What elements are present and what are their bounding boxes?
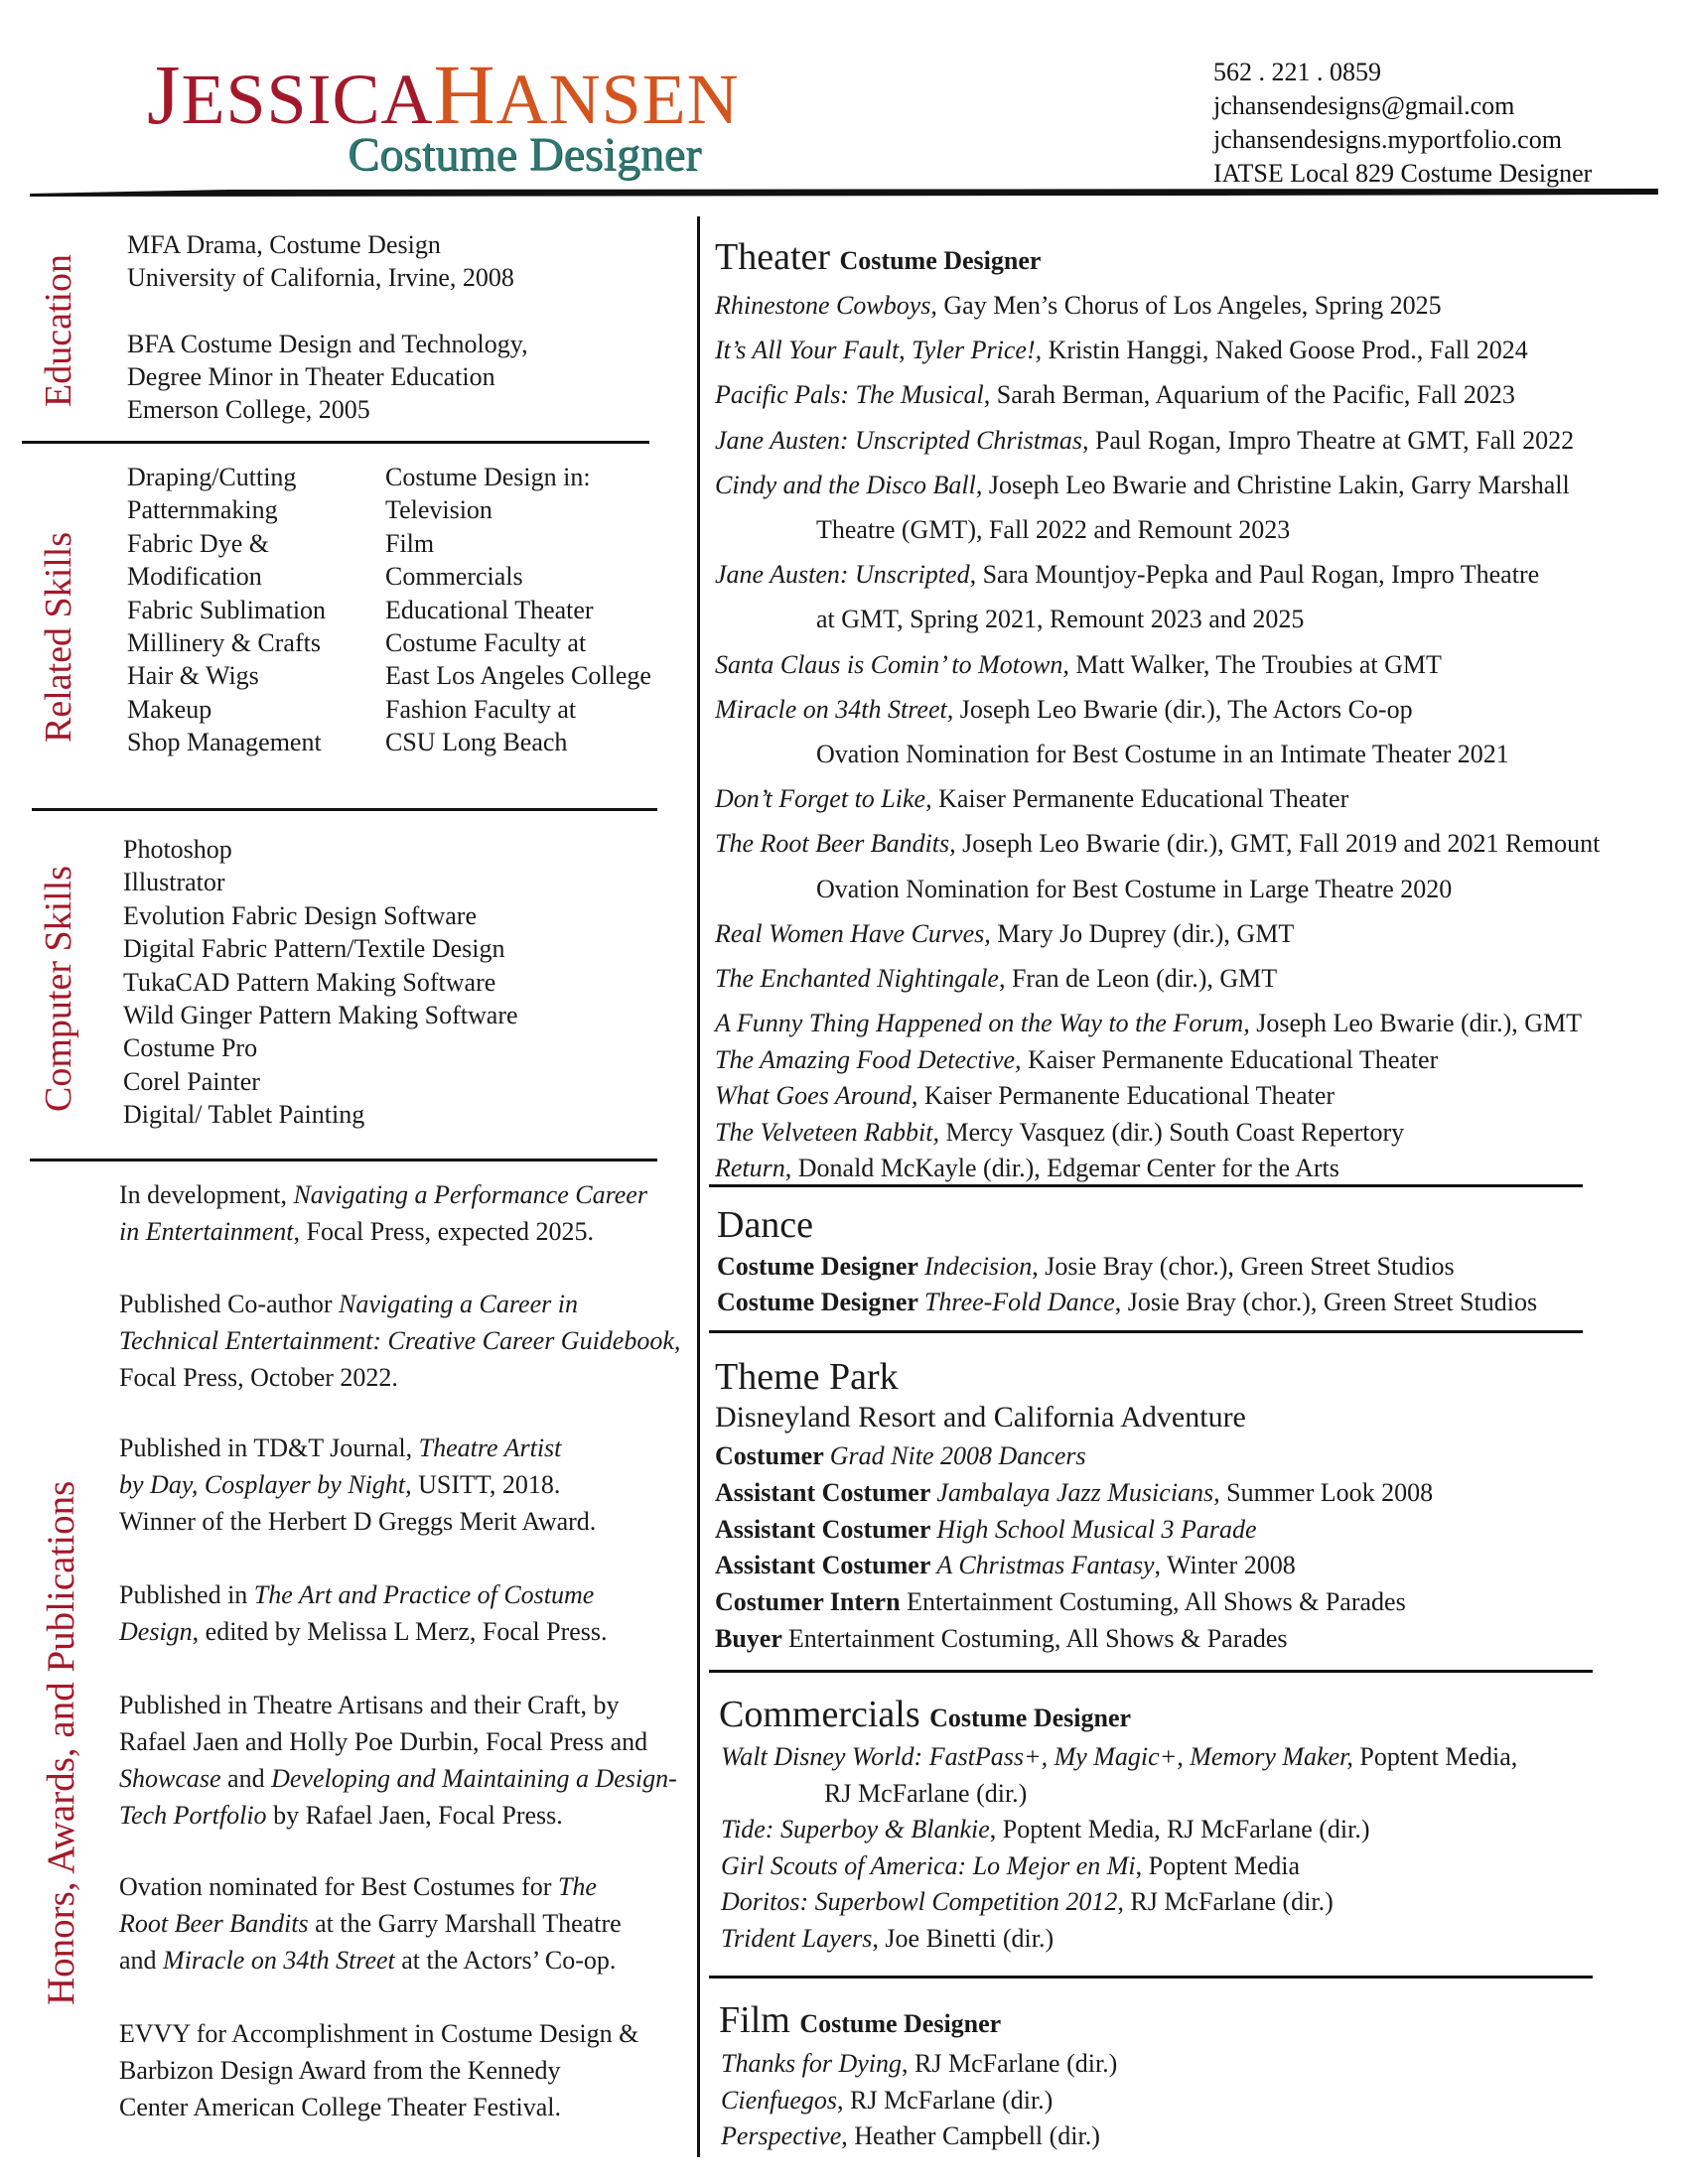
skill-item: Fabric Sublimation [127,595,327,624]
credit-line [715,783,1348,814]
credit-line [816,514,1290,545]
credit-line [721,1850,1300,1881]
credit-line [715,1514,1257,1545]
computer-skill: Evolution Fabric Design Software [123,900,477,930]
credit-title: Trident Layers [721,1923,873,1953]
skill-item: Millinery & Crafts [127,628,321,658]
credit-line [715,918,1294,949]
credit-detail: Kristin Hanggi, Naked Goose Prod., Fall 2024 [1042,336,1528,365]
credit-line [715,1586,1406,1617]
credit-line [721,2085,1053,2116]
skill-item: Patternmaking [127,495,278,525]
credit-title: High School Musical 3 Parade [936,1514,1257,1544]
skill-item: Commercials [385,562,523,592]
theme-park-subheading: Disneyland Resort and California Adventure [715,1401,1246,1433]
credit-line [715,1008,1582,1038]
credit-detail: Joseph Leo Bwarie and Christine Lakin, Garry Marshall [982,470,1570,499]
credit-title: Thanks for Dying [721,2049,902,2078]
credit-role: Costume Designer [717,1252,924,1281]
credit-title: Jane Austen: Unscripted, [715,560,977,590]
honor-line: Root Beer Bandits at the Garry Marshall Theatre [119,1909,622,1938]
credit-detail: Sara Mountjoy-Pepka and Paul Rogan, Impro Theatre [976,560,1540,590]
credit-detail: , Poptent Media, RJ McFarlane (dir.) [989,1815,1370,1843]
section-label-computer-skills: Computer Skills [38,865,79,1112]
credit-title: Jane Austen: Unscripted Christmas, [715,425,1089,455]
honor-line: In development, Navigating a Performance Career [119,1180,647,1209]
skill-item: Television [385,495,492,525]
credit-title: Miracle on 34th Street, [715,694,954,724]
credit-title: Girl Scouts of America: Lo Mejor en Mi [721,1850,1136,1880]
credit-line [721,1814,1370,1844]
divider [709,1976,1593,1979]
credit-title: Three-Fold Dance [923,1288,1115,1316]
credit-role: Costumer Intern [715,1587,908,1617]
credit-line [715,425,1574,456]
section-heading-film: Film Costume Designer [719,1999,1002,2041]
section-label-related-skills: Related Skills [38,531,79,743]
computer-skill: Costume Pro [123,1033,258,1063]
credit-title: Jambalaya Jazz Musicians, [936,1477,1220,1507]
honor-line: Design, edited by Melissa L Merz, Focal Press. [119,1617,608,1646]
section-label-education: Education [38,253,79,407]
credit-detail: Gay Men’s Chorus of Los Angeles, Spring 2025 [936,291,1442,320]
computer-skill: TukaCAD Pattern Making Software [123,967,496,997]
credit-line [715,559,1539,590]
header-rule [30,187,1658,201]
credit-detail: Paul Rogan, Impro Theatre at GMT, Fall 2022 [1088,425,1575,455]
credit-line [715,1550,1296,1580]
skill-item: Makeup [127,694,212,724]
credit-line [816,739,1509,769]
divider [709,1330,1583,1333]
honor-line: Showcase and Developing and Maintaining a Design- [119,1764,677,1793]
credit-detail: Kaiser Permanente Educational Theater [931,784,1349,814]
divider [32,808,657,811]
credit-line [721,2048,1117,2079]
union: IATSE Local 829 Costume Designer [1213,159,1593,188]
credit-detail: Joseph Leo Bwarie (dir.), The Actors Co-op [953,694,1413,724]
skill-item: Draping/Cutting [127,463,297,491]
credit-detail: Kaiser Permanente Educational Theater [1021,1044,1439,1074]
honor-line: Published in TD&T Journal, Theatre Artist [119,1433,562,1462]
credit-detail: , Poptent Media [1135,1850,1301,1880]
edu-line: Degree Minor in Theater Education [127,362,495,391]
column-divider [697,216,700,2157]
credit-line [715,1153,1339,1183]
credit-title: The Enchanted Nightingale, [715,964,1006,993]
credit-line [715,694,1413,725]
skill-item: Film [385,528,435,558]
credit-title: What Goes Around, [715,1081,918,1111]
credit-detail: RJ McFarlane (dir.) [1123,1887,1334,1916]
computer-skill: Photoshop [123,835,232,864]
credit-line [816,604,1304,634]
skills-col-1 [127,461,326,759]
section-heading-commercials: Commercials Costume Designer [719,1694,1132,1735]
name-heading: JESSICAHANSEN [147,47,740,142]
credit-detail: , RJ McFarlane (dir.) [902,2049,1118,2078]
credit-role: Buyer [715,1624,788,1653]
section-heading-dance: Dance [717,1204,814,1246]
credit-line [715,1623,1288,1654]
credit-detail: Ovation Nomination for Best Costume in Large Theatre 2020 [816,874,1453,903]
credit-detail: Kaiser Permanente Educational Theater [917,1081,1336,1111]
credit-detail: , Heather Campbell (dir.) [841,2121,1100,2150]
credit-title: Santa Claus is Comin’ to Motown, [715,649,1069,679]
skill-item: East Los Angeles College [385,661,651,691]
credit-detail: Mercy Vasquez (dir.) South Coast Repertory [938,1117,1405,1147]
credit-detail: Matt Walker, The Troubies at GMT [1068,649,1442,679]
credit-title: Indecision [923,1252,1033,1281]
credit-line [715,963,1277,994]
credit-line [715,649,1442,680]
credit-detail: RJ McFarlane (dir.) [824,1778,1028,1808]
credit-line [715,470,1570,500]
honor-line: by Day, Cosplayer by Night, USITT, 2018. [119,1470,561,1499]
edu-line: BFA Costume Design and Technology, [127,330,528,358]
skills-col-2 [385,461,651,759]
honor-line: Published Co-author Navigating a Career in [119,1290,578,1318]
credit-role: Costume Designer [717,1288,924,1316]
credit-detail: Ovation Nomination for Best Costume in an Intimate Theater 2021 [816,740,1509,768]
divider [709,1670,1593,1673]
skill-item: Hair & Wigs [127,661,259,691]
skill-item: Fashion Faculty at [385,694,577,724]
credit-title: Don’t Forget to Like, [715,784,932,814]
credit-title: Tide: Superboy & Blankie [721,1815,990,1843]
skill-item: Shop Management [127,728,322,757]
credit-line [715,1440,1086,1471]
credit-title: Return [715,1154,785,1183]
divider [709,1184,1583,1187]
job-title: Costume Designer [348,128,701,181]
credit-line [717,1251,1455,1282]
credit-title: Pacific Pals: The Musical, [715,380,991,410]
credit-detail: at GMT, Spring 2021, Remount 2023 and 2025 [816,605,1305,634]
honor-line: and Miracle on 34th Street at the Actors’ Co-op. [119,1946,617,1975]
credit-line [824,1778,1027,1809]
skill-item: Costume Faculty at [385,628,587,658]
credit-title: The Root Beer Bandits, [715,829,956,859]
contact-block [1213,56,1592,191]
honor-line: Winner of the Herbert D Greggs Merit Award. [119,1507,597,1536]
honor-line: Published in Theatre Artisans and their Craft, by [119,1691,620,1719]
honor-line: Published in The Art and Practice of Costume [119,1580,595,1609]
credit-detail: Entertainment Costuming, All Shows & Parades [907,1587,1406,1617]
credit-title: Cindy and the Disco Ball, [715,470,983,499]
credit-role: Assistant Costumer [715,1514,937,1544]
credit-title: It’s All Your Fault, Tyler Price!, [715,336,1043,365]
credit-role: Assistant Costumer [715,1477,937,1507]
credit-title: Rhinestone Cowboys, [715,291,937,320]
credit-line [715,1044,1438,1075]
skill-item: CSU Long Beach [385,728,568,757]
honor-line: Technical Entertainment: Creative Career Guidebook, [119,1326,681,1355]
credit-detail: , Donald McKayle (dir.), Edgemar Center for the Arts [784,1154,1339,1183]
credit-title: Real Women Have Curves, [715,918,991,948]
credit-line [715,379,1515,410]
credit-line [715,1117,1404,1148]
skill-item: Costume Design in: [385,463,591,491]
section-heading-theater: Theater Costume Designer [715,236,1042,278]
credit-detail: Fran de Leon (dir.), GMT [1005,964,1278,993]
credit-line [715,828,1600,859]
honor-line: Ovation nominated for Best Costumes for The [119,1872,597,1901]
honor-line: Focal Press, October 2022. [119,1363,398,1392]
credit-detail: Mary Jo Duprey (dir.), GMT [990,918,1295,948]
computer-skill: Digital Fabric Pattern/Textile Design [123,934,505,964]
computer-skill: Wild Ginger Pattern Making Software [123,1001,518,1030]
credit-role: Costumer [715,1441,830,1470]
credit-detail: Sarah Berman, Aquarium of the Pacific, Fall 2023 [990,380,1515,410]
edu-line: University of California, Irvine, 2008 [127,263,514,292]
computer-skill: Digital/ Tablet Painting [123,1100,365,1130]
credit-line [721,1741,1517,1772]
skill-item: Fabric Dye & [127,528,269,558]
credit-line [715,290,1442,321]
skill-item: Modification [127,562,262,592]
credit-detail: , Josie Bray (chor.), Green Street Studios [1032,1252,1455,1281]
credit-title: Walt Disney World: FastPass+, My Magic+, Memory Maker, [721,1742,1353,1771]
credit-detail: Joseph Leo Bwarie (dir.), GMT [1249,1009,1583,1038]
computer-skill: Illustrator [123,868,225,897]
credit-title: A Funny Thing Happened on the Way to the Forum, [715,1009,1250,1038]
honor-line: in Entertainment, Focal Press, expected 2025. [119,1217,595,1246]
honor-line: Rafael Jaen and Holly Poe Durbin, Focal Press and [119,1727,648,1756]
credit-title: Grad Nite 2008 Dancers [829,1441,1086,1470]
credit-title: The Velveteen Rabbit, [715,1117,939,1147]
edu-line: Emerson College, 2005 [127,395,370,424]
honor-line: Tech Portfolio by Rafael Jaen, Focal Press. [119,1801,563,1830]
credit-line [721,2120,1100,2151]
credit-title: Cienfuegos [721,2085,837,2115]
credit-detail: Summer Look 2008 [1219,1477,1434,1507]
credit-title: A Christmas Fantasy [936,1551,1155,1580]
credit-line [715,335,1528,365]
credit-line [715,1477,1433,1508]
honor-line: EVVY for Accomplishment in Costume Design & [119,2019,639,2048]
credit-line [816,874,1452,904]
credit-detail: , RJ McFarlane (dir.) [837,2085,1054,2115]
skill-item: Educational Theater [385,595,594,624]
honor-line: Barbizon Design Award from the Kennedy [119,2056,561,2085]
credit-line [721,1886,1334,1917]
computer-skills-list [123,833,518,1132]
credit-detail: Theatre (GMT), Fall 2022 and Remount 2023 [816,515,1291,544]
credit-role: Assistant Costumer [715,1551,937,1580]
website: jchansendesigns.myportfolio.com [1213,125,1562,154]
honor-line: Center American College Theater Festival. [119,2093,561,2121]
credit-detail: , Joe Binetti (dir.) [872,1923,1055,1953]
credit-line [715,1080,1335,1111]
credit-title: Doritos: Superbowl Competition 2012, [721,1887,1124,1916]
edu-line: MFA Drama, Costume Design [127,230,441,259]
credit-detail: Entertainment Costuming, All Shows & Parades [787,1624,1288,1653]
phone: 562 . 221 . 0859 [1213,58,1381,86]
section-heading-theme-park: Theme Park [715,1356,899,1398]
credit-detail: Joseph Leo Bwarie (dir.), GMT, Fall 2019 and 2021 Remount [955,829,1601,859]
divider [30,1159,657,1161]
computer-skill: Corel Painter [123,1066,260,1096]
credit-title: Perspective [721,2121,842,2150]
credit-detail: , Winter 2008 [1154,1551,1296,1580]
section-label-honors: Honors, Awards, and Publications [40,1480,82,2005]
credit-detail: Poptent Media, [1352,1742,1518,1771]
email: jchansendesigns@gmail.com [1213,91,1515,120]
credit-line [717,1287,1537,1317]
credit-detail: , Josie Bray (chor.), Green Street Studios [1114,1288,1538,1316]
divider [22,441,649,444]
credit-title: The Amazing Food Detective, [715,1044,1022,1074]
credit-line [721,1923,1054,1954]
